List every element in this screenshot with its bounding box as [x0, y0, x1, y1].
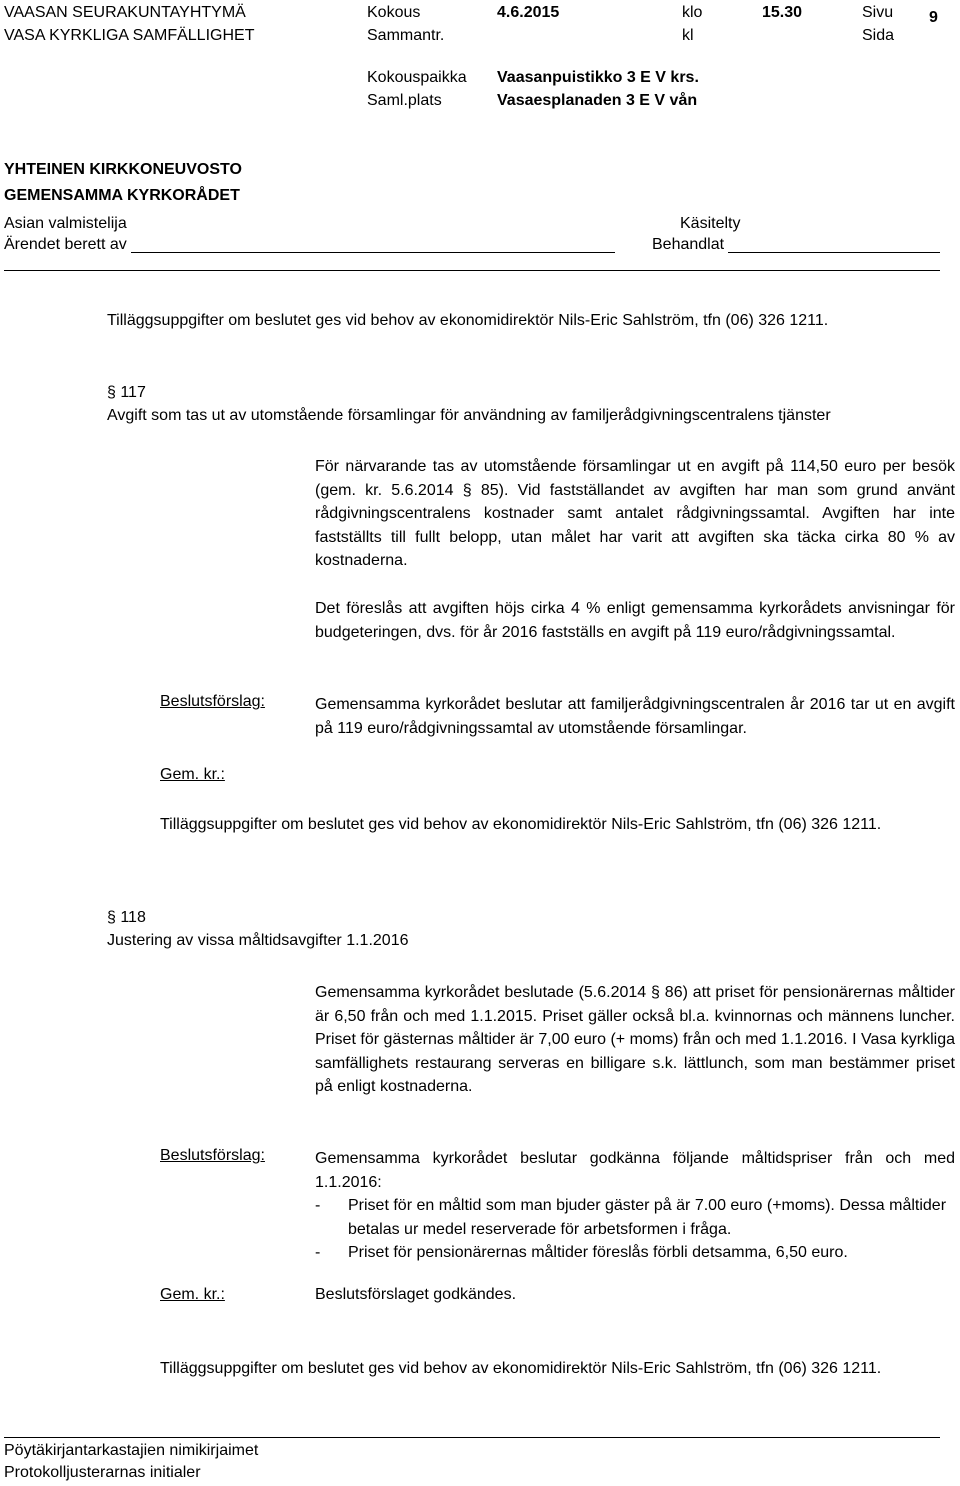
item-title: Justering av vissa måltidsavgifter 1.1.2016 — [107, 932, 409, 949]
item-note — [160, 813, 955, 837]
intro-note: Tilläggsuppgifter om beslutet ges vid behov av ekonomidirektör Nils-Eric Sahlström, tfn (06) 326 1211. — [107, 312, 829, 329]
prepared-signature-line — [131, 252, 615, 253]
list-item: - Priset för en måltid som man bjuder gäster på är 7.00 euro (+moms). Dessa måltider betalas ur medel reserverade för arbetsformen i fråga. — [315, 1194, 955, 1241]
handled-signature-line — [728, 252, 940, 253]
list-item: - Priset för pensionärernas måltider föreslås förbli detsamma, 6,50 euro. — [315, 1241, 955, 1265]
org-name-sv: VASA KYRKLIGA SAMFÄLLIGHET — [4, 27, 255, 44]
footer-divider — [4, 1437, 940, 1438]
page-number: 9 — [929, 9, 938, 26]
item-body-paragraph: Det föreslås att avgiften höjs cirka 4 % enligt gemensamma kyrkorådets anvisningar för budgeteringen, dvs. för år 2016 fastställs en avgift på 119 euro/rådgivningssamtal. — [315, 600, 955, 641]
proposal-text: Gemensamma kyrkorådet beslutar att familjerådgivningscentralen år 2016 tar ut en avgift på 119 euro/rådgivningssamtal av utomstående församlingar. — [315, 696, 955, 737]
place-label-fi: Kokouspaikka — [367, 69, 467, 86]
place-label-sv: Saml.plats — [367, 92, 442, 109]
meeting-date: 4.6.2015 — [497, 4, 560, 21]
header-divider — [4, 270, 940, 271]
list-item-text: Priset för en måltid som man bjuder gäster på är 7.00 euro (+moms). Dessa måltider betalas ur medel reserverade för arbetsformen i fråga. — [348, 1197, 947, 1238]
prepared-label-sv: Ärendet berett av — [4, 236, 127, 253]
council-name-fi: YHTEINEN KIRKKONEUVOSTO — [4, 161, 242, 178]
place-fi: Vaasanpuistikko 3 E V krs. — [497, 69, 699, 86]
handled-label-fi: Käsitelty — [680, 215, 741, 232]
page-label-sv: Sida — [862, 27, 895, 44]
meeting-time: 15.30 — [762, 4, 803, 21]
meeting-label-fi: Kokous — [367, 4, 421, 21]
meeting-label-sv: Sammantr. — [367, 27, 445, 44]
proposal-label: Beslutsförslag: — [160, 693, 265, 710]
decision-label: Gem. kr.: — [160, 1286, 225, 1303]
place-sv: Vasaesplanaden 3 E V vån — [497, 92, 698, 109]
item-note — [160, 1357, 955, 1381]
proposal-label: Beslutsförslag: — [160, 1147, 265, 1164]
time-label-fi: klo — [682, 4, 703, 21]
council-name-sv: GEMENSAMMA KYRKORÅDET — [4, 187, 240, 204]
signature-label-sv: Protokolljusterarnas initialer — [4, 1464, 201, 1481]
prepared-label-fi: Asian valmistelija — [4, 215, 127, 232]
org-name-fi: VAASAN SEURAKUNTAYHTYMÄ — [4, 4, 246, 21]
item-number: § 118 — [107, 909, 146, 926]
handled-label-sv: Behandlat — [652, 236, 725, 253]
list-item-text: Priset för pensionärernas måltider föreslås förbli detsamma, 6,50 euro. — [348, 1244, 848, 1261]
item-body-paragraph: För närvarande tas av utomstående församlingar ut en avgift på 114,50 euro per besök (gem. kr. 5.6.2014 § 85). Vid fastställandet av avgiften har man som grund använt rådgivningscentralens kostnader samt antalet rådgivningssamtal. Avgiften har inte fastställts till fullt belopp, utan målet har varit att avgiften ska täcka cirka 80 % av kostnaderna. — [315, 458, 955, 570]
item-note-text: Tilläggsuppgifter om beslutet ges vid behov av ekonomidirektör Nils-Eric Sahlström, tfn (06) 326 1211. — [160, 1360, 882, 1377]
proposal-text: Gemensamma kyrkorådet beslutar godkänna följande måltidspriser från och med 1.1.2016: — [315, 1150, 955, 1191]
page-label-fi: Sivu — [862, 4, 894, 21]
item-number: § 117 — [107, 384, 146, 401]
item-note-text: Tilläggsuppgifter om beslutet ges vid behov av ekonomidirektör Nils-Eric Sahlström, tfn (06) 326 1211. — [160, 816, 882, 833]
item-body-paragraph: Gemensamma kyrkorådet beslutade (5.6.2014 § 86) att priset för pensionärernas måltider är 6,50 från och med 1.1.2015. Priset gäller också bl.a. kvinnornas och männens luncher. Priset för gästernas måltider är 7,00 euro (+ moms) från och med 1.1.2016. I Vasa kyrkliga samfällighets restaurang serveras en billigare s.k. lättlunch, som man bestämmer priset på enligt kostnaderna. — [315, 984, 955, 1096]
item-title: Avgift som tas ut av utomstående församlingar för användning av familjerådgivningscentralens tjänster — [107, 407, 831, 424]
time-label-sv: kl — [682, 27, 694, 44]
signature-label-fi: Pöytäkirjantarkastajien nimikirjaimet — [4, 1442, 259, 1459]
decision-label: Gem. kr.: — [160, 766, 225, 783]
decision-text: Beslutsförslaget godkändes. — [315, 1286, 517, 1303]
